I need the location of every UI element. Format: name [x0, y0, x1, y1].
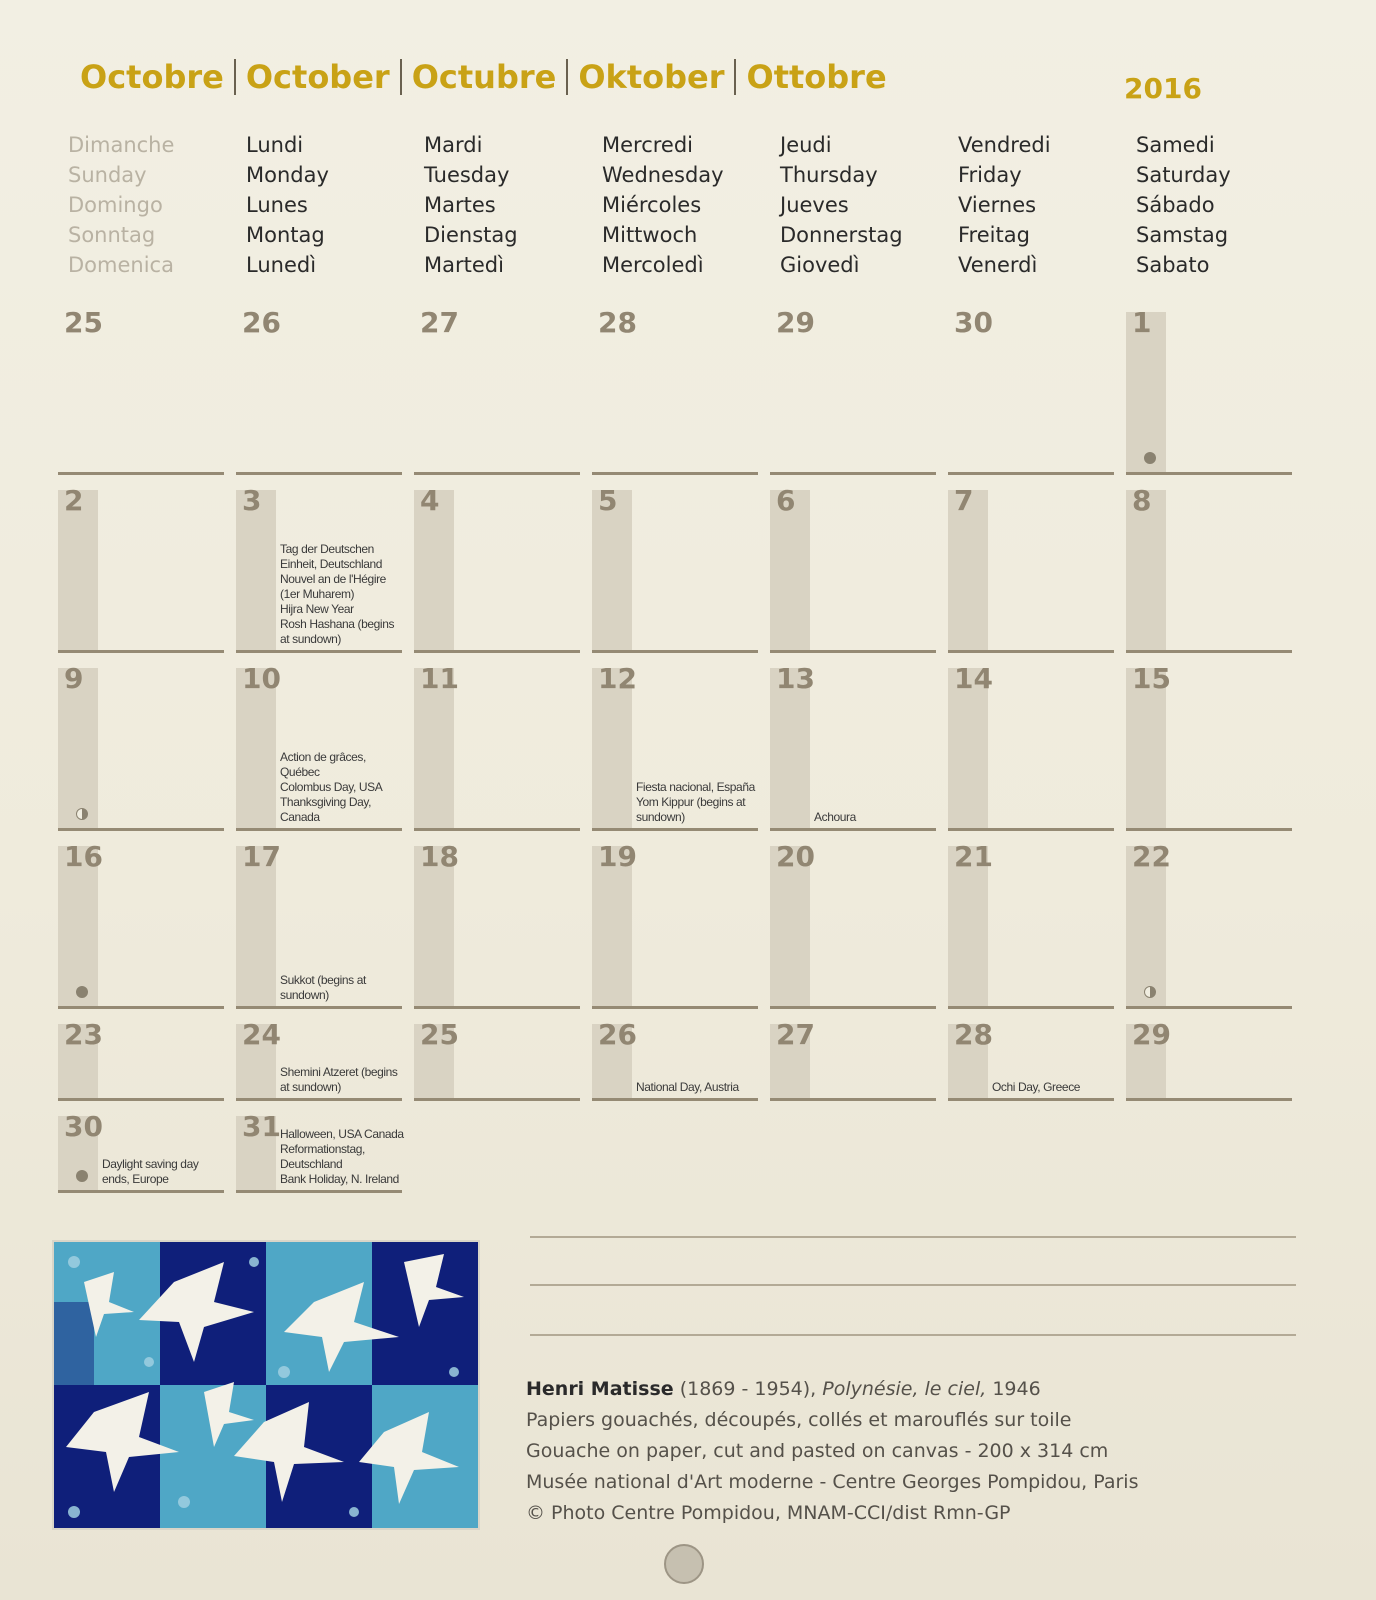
- weekday-name: Vendredi: [958, 133, 1051, 157]
- day-cell: [1126, 662, 1292, 831]
- day-number: 16: [64, 840, 103, 873]
- day-cell: [236, 840, 402, 1009]
- month-title-fr: Octobre: [80, 58, 224, 96]
- weekday-name: Montag: [246, 223, 325, 247]
- weekday-header: [602, 130, 778, 280]
- day-number: 28: [598, 306, 637, 339]
- weekday-name: Mercredi: [602, 133, 694, 157]
- weekday-name: Viernes: [958, 193, 1037, 217]
- day-cell: [770, 840, 936, 1009]
- artist-name: Henri Matisse: [526, 1378, 674, 1400]
- day-cell: [236, 306, 402, 475]
- day-cell: [236, 484, 402, 653]
- day-number: 26: [242, 306, 281, 339]
- day-number: 30: [64, 1110, 103, 1143]
- day-cell: [948, 1018, 1114, 1101]
- weekday-name: Martes: [424, 193, 496, 217]
- weekday-name: Donnerstag: [780, 223, 903, 247]
- day-cell: [592, 1018, 758, 1101]
- caption-line-1: [526, 1374, 1138, 1405]
- weekday-name: Sunday: [68, 163, 147, 187]
- weekday-header: [958, 130, 1134, 280]
- day-cell: [58, 1018, 224, 1101]
- day-cell: [948, 484, 1114, 653]
- holiday-note: Action de grâces, Québec Colombus Day, USA Thanksgiving Day, Canada: [280, 750, 383, 824]
- moon-phase-icon: [76, 808, 88, 820]
- day-number: 31: [242, 1110, 281, 1143]
- weekday-name: Domenica: [68, 253, 174, 277]
- day-cell: [58, 1110, 224, 1193]
- day-cell: [948, 306, 1114, 475]
- day-number: 8: [1132, 484, 1152, 517]
- weekday-name: Freitag: [958, 223, 1030, 247]
- moon-phase-icon: [76, 1170, 88, 1182]
- month-titles: [80, 58, 897, 96]
- day-cell: [1126, 1018, 1292, 1101]
- month-title-es: Octubre: [411, 58, 557, 96]
- day-number: 11: [420, 662, 459, 695]
- weekday-name: Dimanche: [68, 133, 175, 157]
- day-number: 25: [64, 306, 103, 339]
- day-number: 30: [954, 306, 993, 339]
- day-cell: [948, 840, 1114, 1009]
- weekday-name: Mittwoch: [602, 223, 698, 247]
- notes-line: [530, 1334, 1296, 1336]
- day-cell: [1126, 306, 1292, 475]
- weekday-header: [246, 130, 422, 280]
- day-cell: [58, 484, 224, 653]
- weekday-name: Dienstag: [424, 223, 518, 247]
- moon-phase-icon: [1144, 452, 1156, 464]
- day-cell: [58, 306, 224, 475]
- day-number: 28: [954, 1018, 993, 1051]
- artwork-caption: [526, 1374, 1138, 1529]
- artwork-year: 1946: [992, 1378, 1041, 1400]
- weekday-name: Samedi: [1136, 133, 1215, 157]
- weekday-name: Jeudi: [780, 133, 832, 157]
- day-cell: [948, 662, 1114, 831]
- day-number: 6: [776, 484, 796, 517]
- weekday-name: Giovedì: [780, 253, 860, 277]
- day-number: 4: [420, 484, 440, 517]
- weekday-name: Monday: [246, 163, 329, 187]
- weekday-name: Lundi: [246, 133, 304, 157]
- day-number: 26: [598, 1018, 637, 1051]
- holiday-note: Ochi Day, Greece: [992, 1080, 1081, 1094]
- day-number: 27: [420, 306, 459, 339]
- day-number: 2: [64, 484, 84, 517]
- day-number: 9: [64, 662, 84, 695]
- day-number: 20: [776, 840, 815, 873]
- day-number: 23: [64, 1018, 103, 1051]
- day-cell: [58, 840, 224, 1009]
- weekday-header: [1136, 130, 1312, 280]
- day-cell: [58, 662, 224, 831]
- day-number: 25: [420, 1018, 459, 1051]
- weekday-name: Tuesday: [424, 163, 510, 187]
- day-number: 24: [242, 1018, 281, 1051]
- weekday-name: Martedì: [424, 253, 504, 277]
- weekday-name: Jueves: [780, 193, 849, 217]
- day-cell: [770, 1018, 936, 1101]
- day-cell: [592, 484, 758, 653]
- day-number: 15: [1132, 662, 1171, 695]
- day-cell: [414, 662, 580, 831]
- holiday-note: Shemini Atzeret (begins at sundown): [280, 1065, 398, 1094]
- month-title-en: October: [245, 58, 390, 96]
- artist-dates: (1869 - 1954),: [679, 1378, 817, 1400]
- hanging-hole: [664, 1544, 704, 1584]
- artwork-title: Polynésie, le ciel,: [822, 1378, 987, 1400]
- weekday-header: [424, 130, 600, 280]
- day-number: 29: [1132, 1018, 1171, 1051]
- weekday-name: Mercoledì: [602, 253, 704, 277]
- weekday-header: [68, 130, 244, 280]
- day-number: 3: [242, 484, 262, 517]
- weekday-name: Wednesday: [602, 163, 724, 187]
- day-cell: [1126, 840, 1292, 1009]
- weekday-name: Saturday: [1136, 163, 1231, 187]
- day-cell: [770, 662, 936, 831]
- day-number: 29: [776, 306, 815, 339]
- caption-line-5: © Photo Centre Pompidou, MNAM-CCI/dist Rmn-GP: [526, 1502, 1011, 1524]
- day-number: 12: [598, 662, 637, 695]
- day-cell: [1126, 484, 1292, 653]
- day-cell: [592, 662, 758, 831]
- day-cell: [770, 484, 936, 653]
- weekday-name: Sabato: [1136, 253, 1210, 277]
- day-cell: [592, 840, 758, 1009]
- day-cell: [414, 840, 580, 1009]
- holiday-note: Achoura: [814, 810, 856, 824]
- weekday-name: Sonntag: [68, 223, 156, 247]
- weekday-name: Friday: [958, 163, 1022, 187]
- day-number: 21: [954, 840, 993, 873]
- day-number: 7: [954, 484, 974, 517]
- day-number: 17: [242, 840, 281, 873]
- holiday-note: Sukkot (begins at sundown): [280, 973, 366, 1002]
- day-cell: [592, 306, 758, 475]
- weekday-name: Thursday: [780, 163, 878, 187]
- weekday-name: Venerdì: [958, 253, 1038, 277]
- weekday-name: Miércoles: [602, 193, 702, 217]
- day-cell: [770, 306, 936, 475]
- holiday-note: Halloween, USA Canada Reformationstag, Deutschland Bank Holiday, N. Ireland: [280, 1127, 404, 1186]
- notes-line: [530, 1236, 1296, 1238]
- day-cell: [236, 1110, 402, 1193]
- moon-phase-icon: [1144, 986, 1156, 998]
- day-number: 27: [776, 1018, 815, 1051]
- weekday-name: Domingo: [68, 193, 163, 217]
- day-number: 22: [1132, 840, 1171, 873]
- notes-line: [530, 1284, 1296, 1286]
- day-cell: [236, 662, 402, 831]
- holiday-note: Tag der Deutschen Einheit, Deutschland Nouvel an de l'Hégire (1er Muharem) Hijra New Year Rosh Hashana (begins at sundown): [280, 542, 395, 646]
- weekday-name: Lunes: [246, 193, 308, 217]
- weekday-name: Samstag: [1136, 223, 1229, 247]
- day-cell: [414, 484, 580, 653]
- day-number: 5: [598, 484, 618, 517]
- day-number: 13: [776, 662, 815, 695]
- day-number: 19: [598, 840, 637, 873]
- day-number: 14: [954, 662, 993, 695]
- day-number: 1: [1132, 306, 1152, 339]
- day-cell: [236, 1018, 402, 1101]
- weekday-name: Sábado: [1136, 193, 1215, 217]
- weekday-name: Lunedì: [246, 253, 317, 277]
- holiday-note: National Day, Austria: [636, 1080, 739, 1094]
- month-title-de: Oktober: [578, 58, 725, 96]
- day-cell: [414, 306, 580, 475]
- moon-phase-icon: [76, 986, 88, 998]
- year-label: 2016: [1124, 72, 1202, 105]
- caption-line-4: Musée national d'Art moderne - Centre Georges Pompidou, Paris: [526, 1471, 1139, 1493]
- day-number: 18: [420, 840, 459, 873]
- matisse-artwork-image: [52, 1240, 480, 1530]
- day-number: 10: [242, 662, 281, 695]
- weekday-name: Mardi: [424, 133, 483, 157]
- month-title-it: Ottobre: [746, 58, 887, 96]
- holiday-note: Fiesta nacional, España Yom Kippur (begins at sundown): [636, 780, 755, 824]
- holiday-note: Daylight saving day ends, Europe: [102, 1157, 199, 1186]
- caption-line-3: Gouache on paper, cut and pasted on canvas - 200 x 314 cm: [526, 1440, 1109, 1462]
- day-cell: [414, 1018, 580, 1101]
- weekday-header: [780, 130, 956, 280]
- caption-line-2: Papiers gouachés, découpés, collés et marouflés sur toile: [526, 1409, 1072, 1431]
